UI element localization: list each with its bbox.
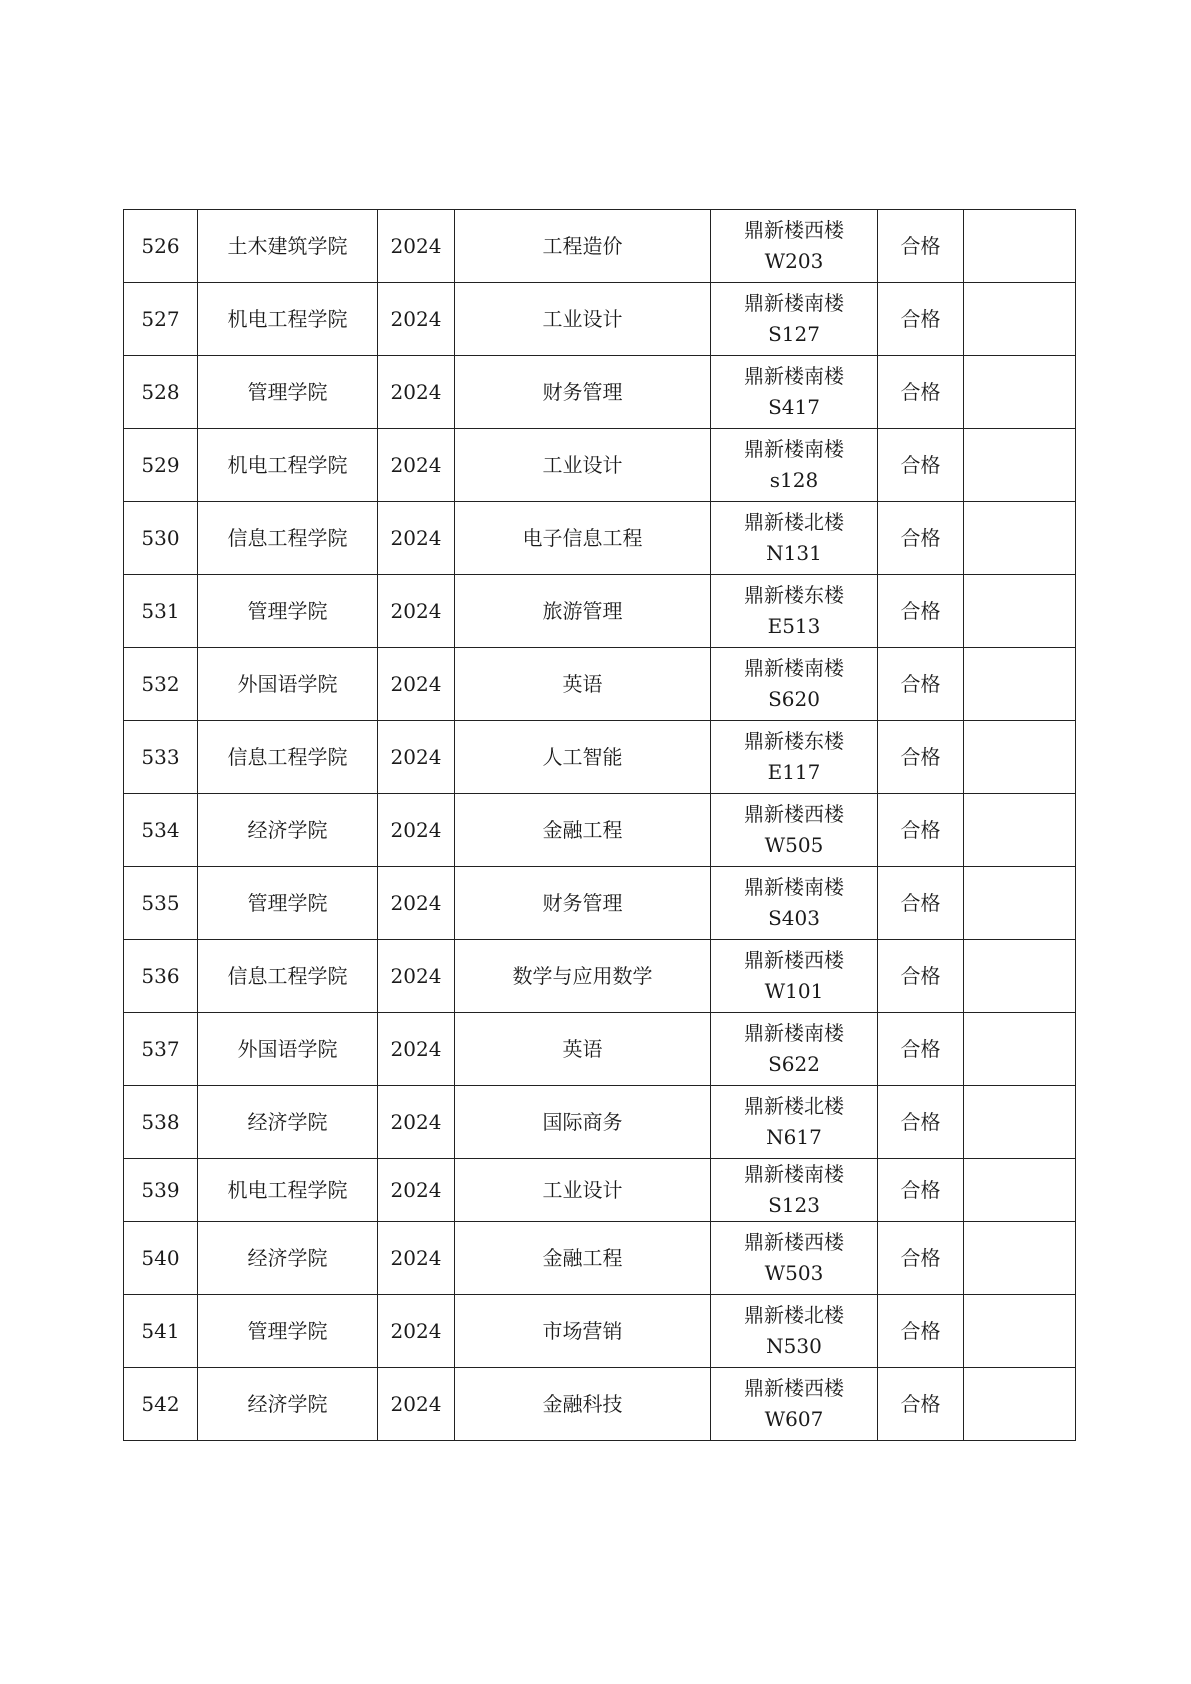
building-name: 鼎新楼南楼 xyxy=(744,1162,844,1186)
result-cell: 合格 xyxy=(878,210,964,283)
note-cell xyxy=(964,429,1076,502)
building-name: 鼎新楼南楼 xyxy=(744,656,844,680)
college-cell: 外国语学院 xyxy=(198,648,378,721)
building-name: 鼎新楼西楼 xyxy=(744,1376,844,1400)
note-cell xyxy=(964,1086,1076,1159)
note-cell xyxy=(964,940,1076,1013)
table-row xyxy=(124,502,1076,575)
table-row xyxy=(124,1086,1076,1159)
year-cell: 2024 xyxy=(378,210,455,283)
year-cell: 2024 xyxy=(378,356,455,429)
result-cell: 合格 xyxy=(878,648,964,721)
row-number: 541 xyxy=(124,1295,198,1368)
result-cell: 合格 xyxy=(878,502,964,575)
room-number: N131 xyxy=(766,541,822,565)
year-cell: 2024 xyxy=(378,1086,455,1159)
note-cell xyxy=(964,1295,1076,1368)
result-cell: 合格 xyxy=(878,940,964,1013)
note-cell xyxy=(964,867,1076,940)
room-number: E513 xyxy=(767,614,821,638)
result-cell: 合格 xyxy=(878,1368,964,1441)
year-cell: 2024 xyxy=(378,283,455,356)
major-cell: 金融工程 xyxy=(455,794,711,867)
college-cell: 机电工程学院 xyxy=(198,1159,378,1222)
table-row xyxy=(124,794,1076,867)
location-cell xyxy=(711,429,878,502)
room-number: E117 xyxy=(767,760,821,784)
result-cell: 合格 xyxy=(878,1159,964,1222)
note-cell xyxy=(964,1222,1076,1295)
table-row xyxy=(124,648,1076,721)
major-cell: 金融科技 xyxy=(455,1368,711,1441)
note-cell xyxy=(964,210,1076,283)
college-cell: 外国语学院 xyxy=(198,1013,378,1086)
college-cell: 经济学院 xyxy=(198,794,378,867)
location-cell xyxy=(711,502,878,575)
table-row xyxy=(124,1368,1076,1441)
building-name: 鼎新楼北楼 xyxy=(744,1303,844,1327)
college-cell: 信息工程学院 xyxy=(198,502,378,575)
row-number: 535 xyxy=(124,867,198,940)
note-cell xyxy=(964,356,1076,429)
major-cell: 英语 xyxy=(455,1013,711,1086)
year-cell: 2024 xyxy=(378,429,455,502)
table-row xyxy=(124,210,1076,283)
building-name: 鼎新楼南楼 xyxy=(744,437,844,461)
building-name: 鼎新楼南楼 xyxy=(744,1021,844,1045)
location-cell xyxy=(711,210,878,283)
college-cell: 土木建筑学院 xyxy=(198,210,378,283)
result-cell: 合格 xyxy=(878,356,964,429)
table-row xyxy=(124,867,1076,940)
note-cell xyxy=(964,575,1076,648)
major-cell: 英语 xyxy=(455,648,711,721)
major-cell: 财务管理 xyxy=(455,356,711,429)
row-number: 526 xyxy=(124,210,198,283)
row-number: 538 xyxy=(124,1086,198,1159)
year-cell: 2024 xyxy=(378,721,455,794)
major-cell: 数学与应用数学 xyxy=(455,940,711,1013)
room-number: S123 xyxy=(768,1193,820,1217)
major-cell: 市场营销 xyxy=(455,1295,711,1368)
location-cell xyxy=(711,575,878,648)
building-name: 鼎新楼西楼 xyxy=(744,1230,844,1254)
note-cell xyxy=(964,502,1076,575)
table-row xyxy=(124,429,1076,502)
row-number: 531 xyxy=(124,575,198,648)
building-name: 鼎新楼南楼 xyxy=(744,291,844,315)
building-name: 鼎新楼北楼 xyxy=(744,1094,844,1118)
year-cell: 2024 xyxy=(378,1013,455,1086)
major-cell: 金融工程 xyxy=(455,1222,711,1295)
major-cell: 电子信息工程 xyxy=(455,502,711,575)
year-cell: 2024 xyxy=(378,502,455,575)
row-number: 539 xyxy=(124,1159,198,1222)
year-cell: 2024 xyxy=(378,1159,455,1222)
result-cell: 合格 xyxy=(878,794,964,867)
row-number: 529 xyxy=(124,429,198,502)
result-cell: 合格 xyxy=(878,1295,964,1368)
room-number: W101 xyxy=(764,979,824,1003)
college-cell: 管理学院 xyxy=(198,867,378,940)
college-cell: 管理学院 xyxy=(198,356,378,429)
row-number: 534 xyxy=(124,794,198,867)
building-name: 鼎新楼北楼 xyxy=(744,510,844,534)
result-cell: 合格 xyxy=(878,1222,964,1295)
note-cell xyxy=(964,1159,1076,1222)
building-name: 鼎新楼南楼 xyxy=(744,875,844,899)
room-number: W505 xyxy=(764,833,824,857)
college-cell: 管理学院 xyxy=(198,575,378,648)
table-row xyxy=(124,575,1076,648)
location-cell xyxy=(711,940,878,1013)
row-number: 536 xyxy=(124,940,198,1013)
year-cell: 2024 xyxy=(378,940,455,1013)
major-cell: 工程造价 xyxy=(455,210,711,283)
note-cell xyxy=(964,721,1076,794)
room-number: S127 xyxy=(768,322,820,346)
table-row xyxy=(124,721,1076,794)
room-number: W203 xyxy=(764,249,824,273)
room-number: S403 xyxy=(768,906,820,930)
college-cell: 机电工程学院 xyxy=(198,429,378,502)
note-cell xyxy=(964,283,1076,356)
year-cell: 2024 xyxy=(378,1295,455,1368)
result-cell: 合格 xyxy=(878,1086,964,1159)
room-number: S622 xyxy=(768,1052,820,1076)
room-number: W607 xyxy=(764,1407,824,1431)
row-number: 530 xyxy=(124,502,198,575)
room-number: N530 xyxy=(766,1334,822,1358)
inspection-results-table xyxy=(123,209,1076,1441)
college-cell: 经济学院 xyxy=(198,1222,378,1295)
location-cell xyxy=(711,794,878,867)
major-cell: 旅游管理 xyxy=(455,575,711,648)
building-name: 鼎新楼西楼 xyxy=(744,218,844,242)
table-row xyxy=(124,1013,1076,1086)
year-cell: 2024 xyxy=(378,1368,455,1441)
college-cell: 信息工程学院 xyxy=(198,940,378,1013)
room-number: s128 xyxy=(769,468,819,492)
location-cell xyxy=(711,867,878,940)
major-cell: 工业设计 xyxy=(455,429,711,502)
location-cell xyxy=(711,648,878,721)
college-cell: 机电工程学院 xyxy=(198,283,378,356)
building-name: 鼎新楼东楼 xyxy=(744,729,844,753)
row-number: 532 xyxy=(124,648,198,721)
college-cell: 信息工程学院 xyxy=(198,721,378,794)
row-number: 540 xyxy=(124,1222,198,1295)
building-name: 鼎新楼东楼 xyxy=(744,583,844,607)
year-cell: 2024 xyxy=(378,794,455,867)
year-cell: 2024 xyxy=(378,867,455,940)
major-cell: 财务管理 xyxy=(455,867,711,940)
major-cell: 工业设计 xyxy=(455,1159,711,1222)
result-cell: 合格 xyxy=(878,1013,964,1086)
location-cell xyxy=(711,1368,878,1441)
room-number: S620 xyxy=(768,687,820,711)
table-row xyxy=(124,1295,1076,1368)
table-body xyxy=(124,210,1076,1441)
building-name: 鼎新楼西楼 xyxy=(744,948,844,972)
location-cell xyxy=(711,1159,878,1222)
table-row xyxy=(124,1159,1076,1222)
row-number: 533 xyxy=(124,721,198,794)
location-cell xyxy=(711,1222,878,1295)
room-number: W503 xyxy=(764,1261,824,1285)
row-number: 527 xyxy=(124,283,198,356)
row-number: 542 xyxy=(124,1368,198,1441)
room-number: N617 xyxy=(766,1125,822,1149)
row-number: 528 xyxy=(124,356,198,429)
room-number: S417 xyxy=(768,395,820,419)
result-cell: 合格 xyxy=(878,867,964,940)
table-row xyxy=(124,283,1076,356)
building-name: 鼎新楼西楼 xyxy=(744,802,844,826)
major-cell: 人工智能 xyxy=(455,721,711,794)
college-cell: 经济学院 xyxy=(198,1368,378,1441)
note-cell xyxy=(964,1013,1076,1086)
table-row xyxy=(124,356,1076,429)
note-cell xyxy=(964,794,1076,867)
row-number: 537 xyxy=(124,1013,198,1086)
year-cell: 2024 xyxy=(378,575,455,648)
year-cell: 2024 xyxy=(378,1222,455,1295)
college-cell: 经济学院 xyxy=(198,1086,378,1159)
table-row xyxy=(124,940,1076,1013)
note-cell xyxy=(964,1368,1076,1441)
table-row xyxy=(124,1222,1076,1295)
result-cell: 合格 xyxy=(878,575,964,648)
result-cell: 合格 xyxy=(878,429,964,502)
location-cell xyxy=(711,721,878,794)
result-cell: 合格 xyxy=(878,721,964,794)
location-cell xyxy=(711,283,878,356)
major-cell: 工业设计 xyxy=(455,283,711,356)
location-cell xyxy=(711,356,878,429)
year-cell: 2024 xyxy=(378,648,455,721)
location-cell xyxy=(711,1086,878,1159)
location-cell xyxy=(711,1295,878,1368)
major-cell: 国际商务 xyxy=(455,1086,711,1159)
result-cell: 合格 xyxy=(878,283,964,356)
college-cell: 管理学院 xyxy=(198,1295,378,1368)
note-cell xyxy=(964,648,1076,721)
location-cell xyxy=(711,1013,878,1086)
building-name: 鼎新楼南楼 xyxy=(744,364,844,388)
